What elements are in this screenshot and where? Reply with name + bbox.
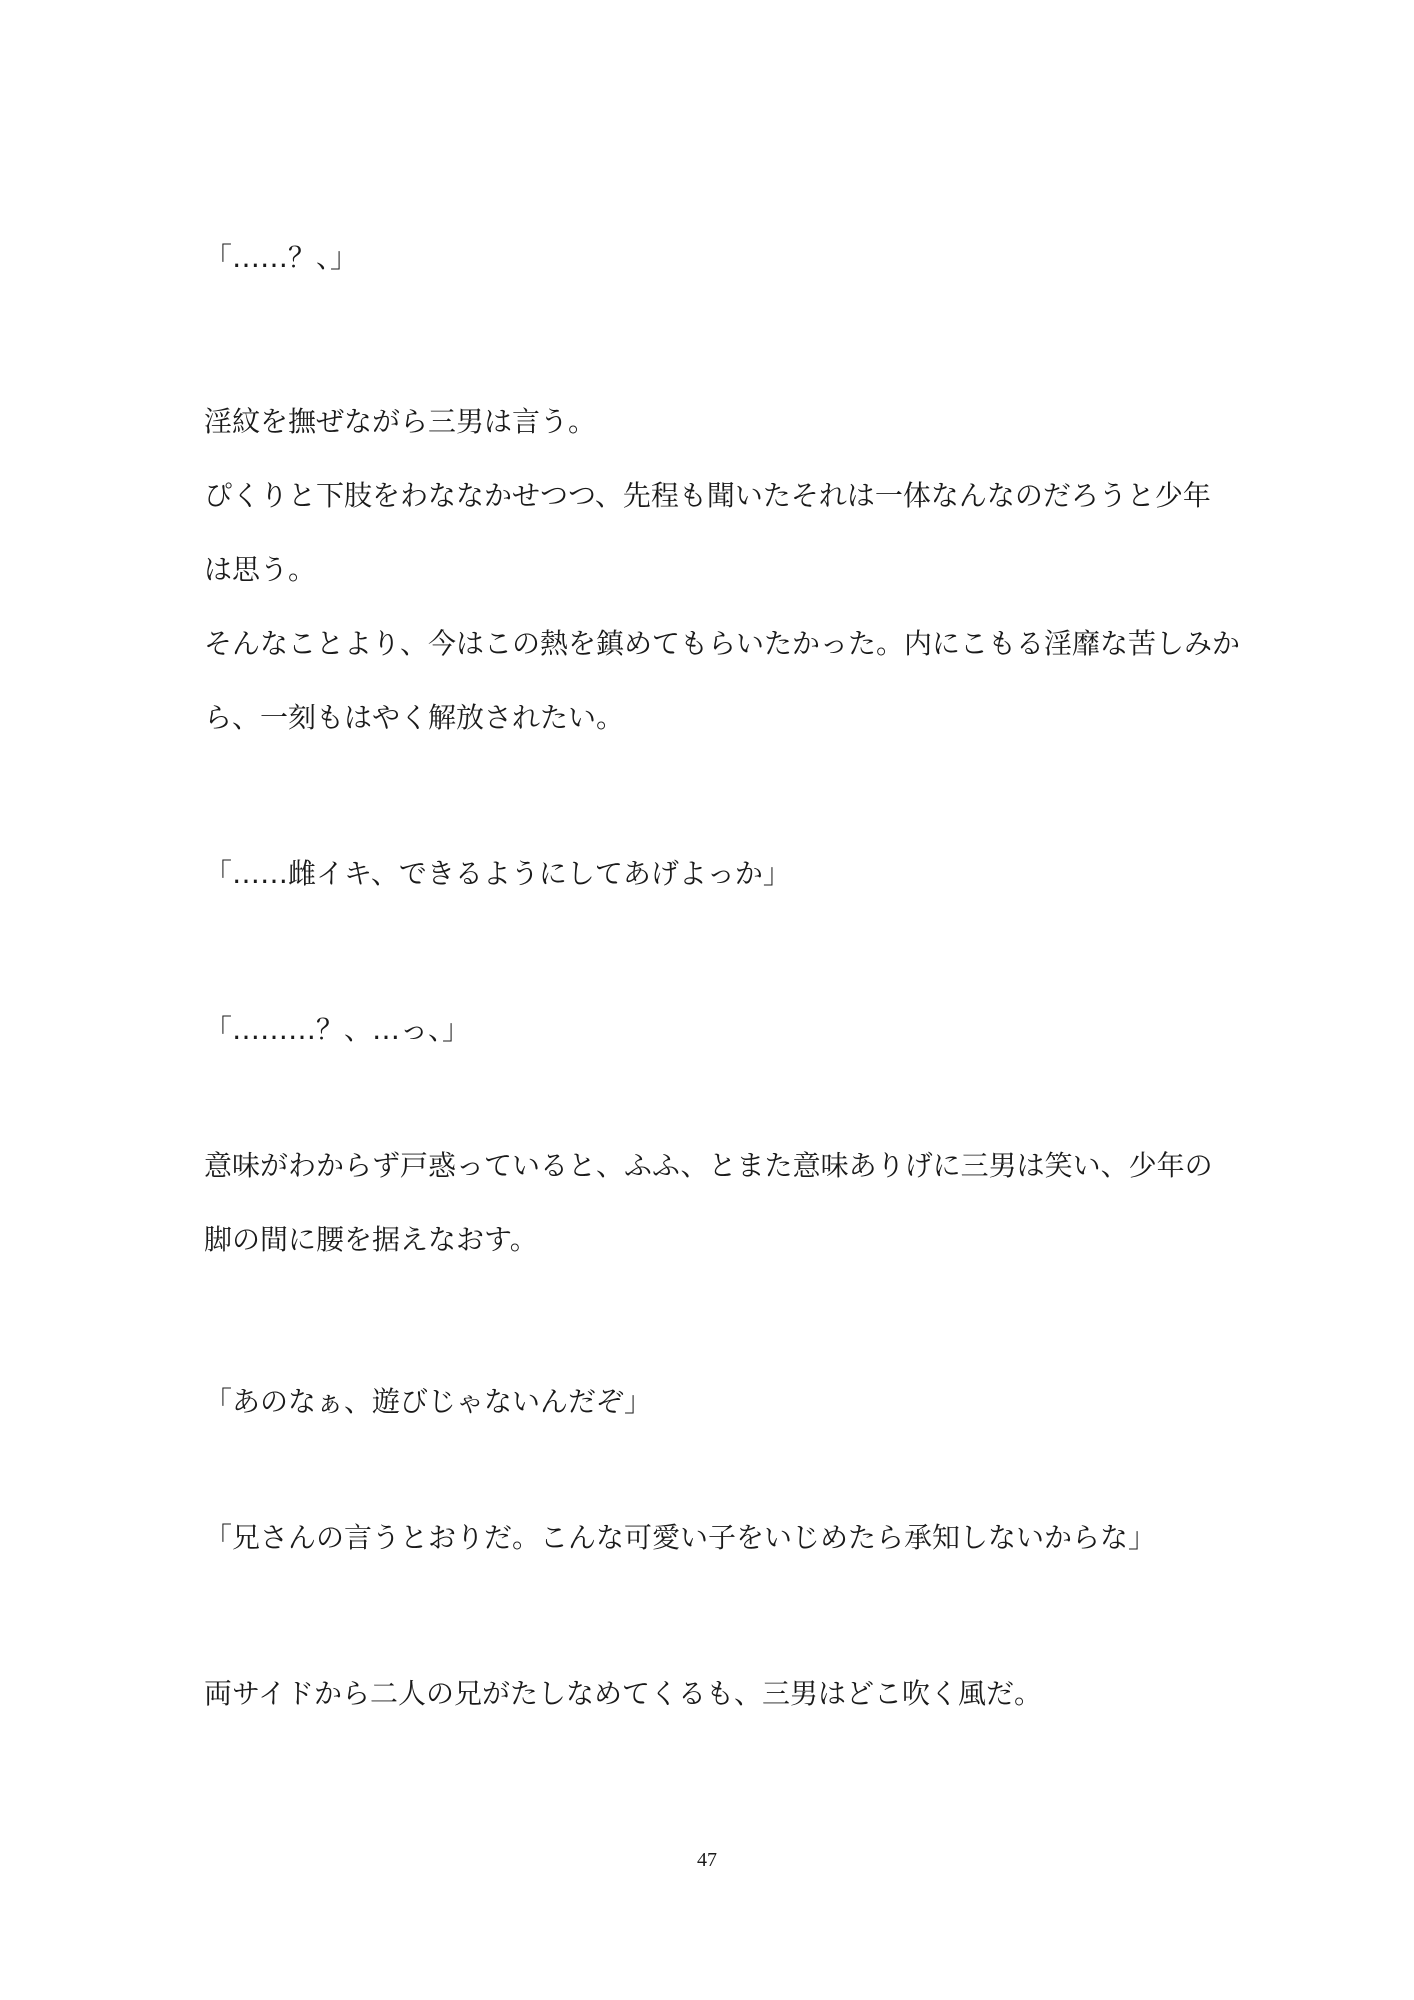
text-line: ぴくりと下肢をわななかせつつ、先程も聞いたそれは一体なんなのだろうと少年 bbox=[204, 479, 1211, 512]
text-line: そんなことより、今はこの熱を鎮めてもらいたかった。内にこもる淫靡な苦しみか bbox=[204, 627, 1241, 660]
text-line: 意味がわからず戸惑っていると、ふふ、とまた意味ありげに三男は笑い、少年の bbox=[204, 1149, 1213, 1182]
text-line: は思う。 bbox=[204, 553, 317, 586]
text-line: 「あのなぁ、遊びじゃないんだぞ」 bbox=[204, 1385, 653, 1418]
text-line: 「………？、…っ、」 bbox=[204, 1013, 471, 1046]
text-line: 「兄さんの言うとおりだ。こんな可愛い子をいじめたら承知しないからな」 bbox=[204, 1521, 1157, 1554]
text-line: 「……？、」 bbox=[204, 241, 359, 274]
text-line: 「……雌イキ、できるようにしてあげよっか」 bbox=[204, 857, 791, 890]
page-number: 47 bbox=[697, 1849, 717, 1871]
text-line: ら、一刻もはやく解放されたい。 bbox=[204, 701, 625, 734]
text-line: 両サイドから二人の兄がたしなめてくるも、三男はどこ吹く風だ。 bbox=[204, 1677, 1043, 1710]
text-line: 脚の間に腰を据えなおす。 bbox=[204, 1223, 538, 1256]
text-line: 淫紋を撫ぜながら三男は言う。 bbox=[204, 405, 597, 438]
